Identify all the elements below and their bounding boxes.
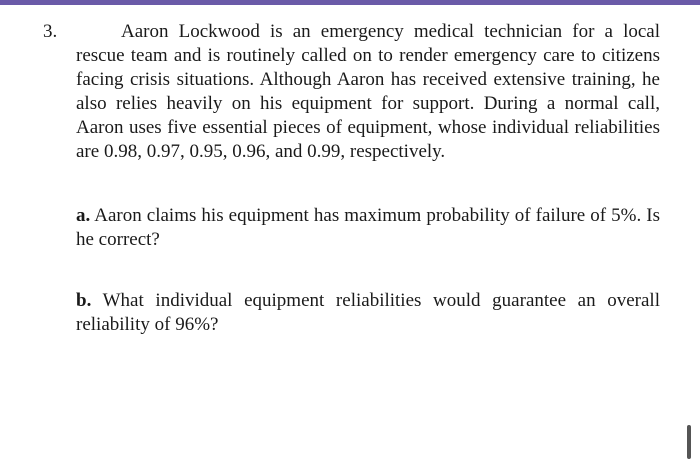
part-b-label: b.: [76, 290, 92, 311]
question-body: Aaron Lockwood is an emergency medical technician for a local rescue team and is routinely called on to render emergency care to citizens facing crisis situations. Although Aaron has received extensive training, he also relies heavily on his equipment for support. During a normal call, Aaron uses five essential pieces of equipment, whose individual reliabilities are 0.98, 0.97, 0.95, 0.96, and 0.99, respectively.: [76, 21, 660, 162]
scrollbar-thumb[interactable]: [687, 425, 691, 459]
question-number: 3.: [43, 21, 58, 42]
top-accent-bar: [0, 0, 700, 5]
part-a-label: a.: [76, 205, 91, 226]
part-a: [76, 204, 660, 252]
part-a-text: Aaron claims his equipment has maximum probability of failure of 5%. Is he correct?: [76, 205, 660, 250]
part-b-text: What individual equipment reliabilities would guarantee an overall reliability of 96%?: [76, 290, 660, 335]
part-b: [76, 289, 660, 337]
